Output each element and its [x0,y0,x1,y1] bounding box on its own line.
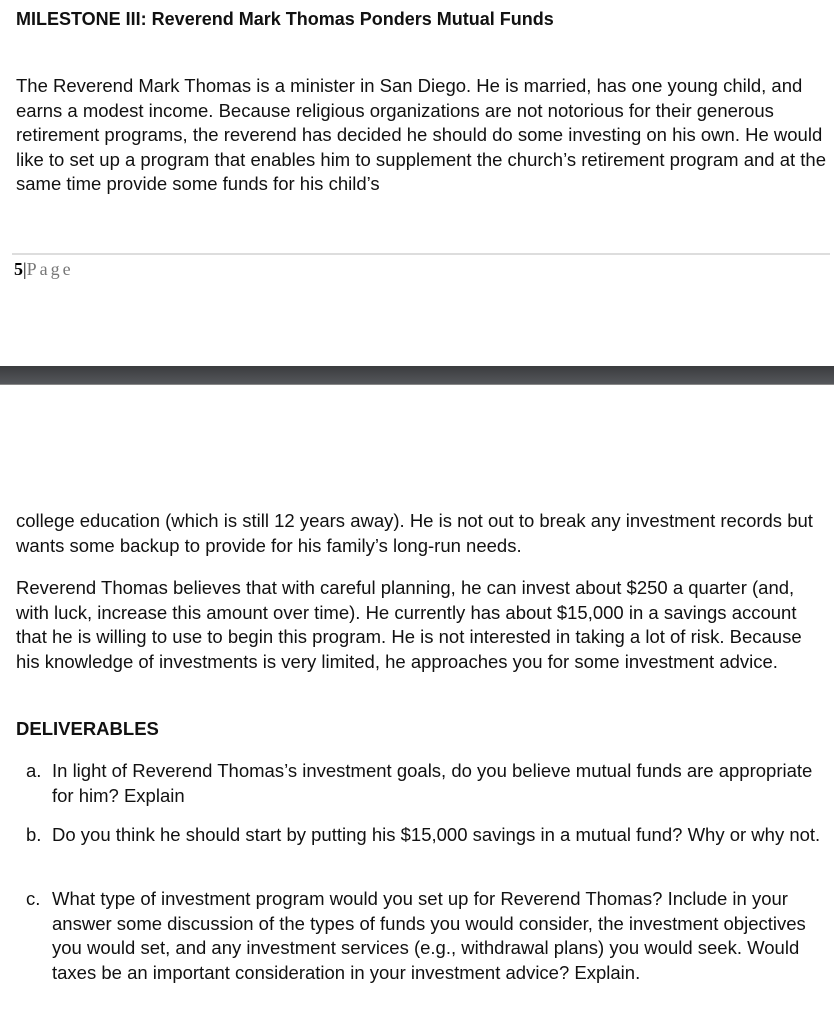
footer-divider [12,253,830,255]
case-paragraph-1: The Reverend Mark Thomas is a minister in San Diego. He is married, has one young child, and earns a modest income. Because religious organizations are not notorious for their generous retirement programs, the reverend has decided he should do some investing on his own. He would like to set up a program that enables him to supplement the church’s retirement program and at the same time provide some funds for his child’s [16,75,826,194]
deliverables-heading: DELIVERABLES [16,718,159,739]
question-label: c. [26,888,41,909]
question-text: In light of Reverend Thomas’s investment goals, do you believe mutual funds are appropriate for him? Explain [52,760,813,806]
question-text: Do you think he should start by putting his $15,000 savings in a mutual fund? Why or why not. [52,824,821,845]
page-number: 5 [14,259,23,279]
question-label: b. [26,824,42,845]
page-label: Page [26,259,74,279]
page-footer [14,259,74,280]
case-paragraph-1-continued: college education (which is still 12 years away). He is not out to break any investment records but wants some backup to provide for his family’s long-run needs. [16,510,813,556]
question-label: a. [26,760,42,781]
page-break-bar [0,366,834,385]
question-b [26,823,826,848]
document-title: MILESTONE III: Reverend Mark Thomas Ponders Mutual Funds [16,9,554,29]
case-paragraph-2: Reverend Thomas believes that with careful planning, he can invest about $250 a quarter (and, with luck, increase this amount over time). He currently has about $15,000 in a savings account that he is willing to use to begin this program. He is not interested in taking a lot of risk. Because his knowledge of investments is very limited, he approaches you for some investment advice. [16,577,802,672]
question-c [26,887,826,985]
question-text: What type of investment program would you set up for Reverend Thomas? Include in your answer some discussion of the types of funds you would consider, the investment objectives you would set, and any investment services (e.g., withdrawal plans) you would seek. Would taxes be an important consideration in your investment advice? Explain. [52,888,806,983]
question-a [26,759,826,808]
footer-separator: | [23,259,27,279]
